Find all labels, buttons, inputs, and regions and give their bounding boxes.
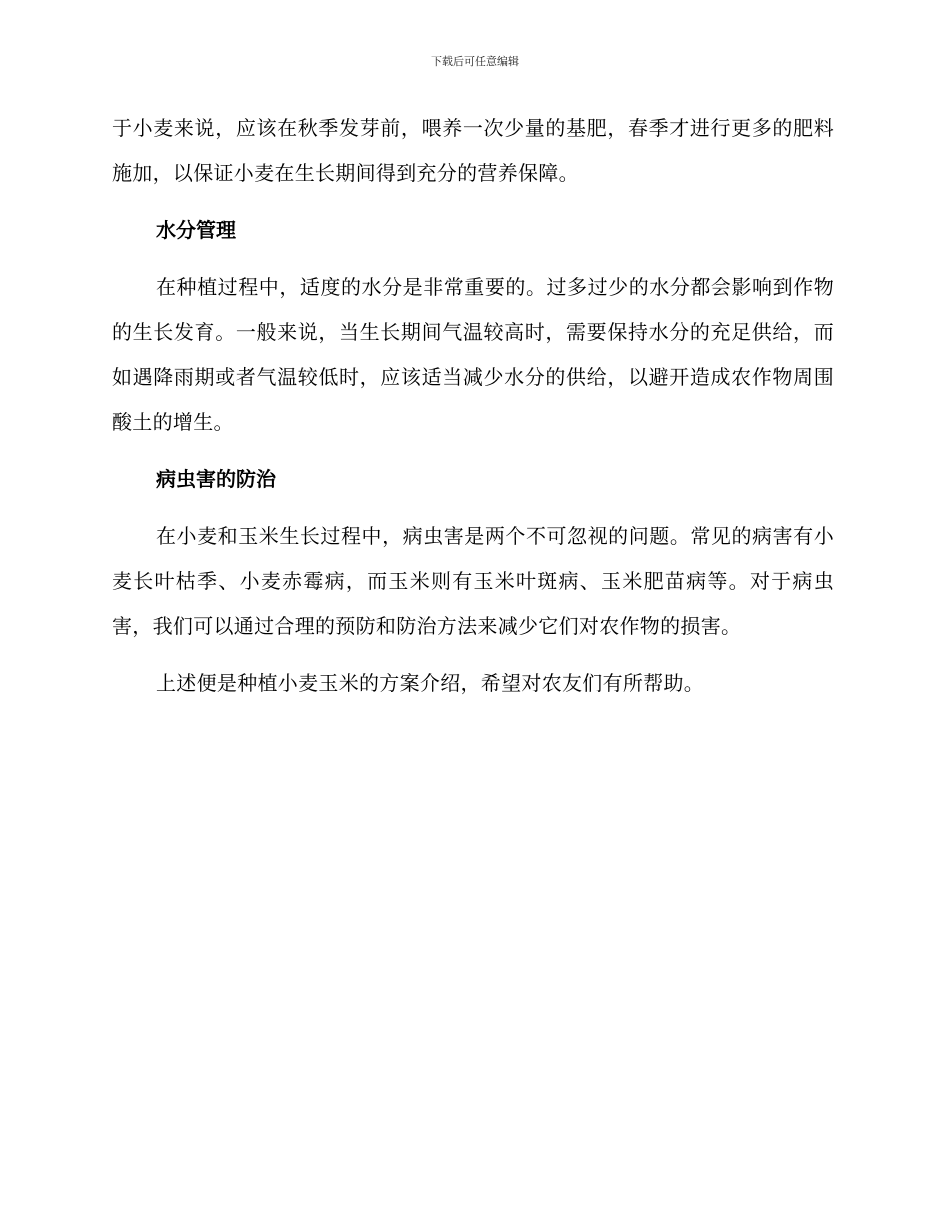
paragraph-pest-control: 在小麦和玉米生长过程中，病虫害是两个不可忽视的问题。常见的病害有小麦长叶枯季、小麦赤霉病，而玉米则有玉米叶斑病、玉米肥苗病等。对于病虫害，我们可以通过合理的预防和防治方法来减少它们对农作物的损害。 [112,524,834,638]
paragraph-conclusion: 上述便是种植小麦玉米的方案介绍，希望对农友们有所帮助。 [156,671,705,695]
paragraph-fertilizer: 于小麦来说，应该在秋季发芽前，喂养一次少量的基肥，春季才进行更多的肥料施加，以保证小麦在生长期间得到充分的营养保障。 [112,116,834,185]
paragraph-water-management: 在种植过程中，适度的水分是非常重要的。过多过少的水分都会影响到作物的生长发育。一般来说，当生长期间气温较高时，需要保持水分的充足供给，而如遇降雨期或者气温较低时，应该适当减少水分的供给，以避开造成农作物周围酸土的增生。 [112,275,834,434]
heading-pest-control: 病虫害的防治 [156,467,276,491]
header-note: 下载后可任意编辑 [431,55,519,68]
document-body [112,106,834,718]
heading-water-management: 水分管理 [156,218,236,242]
